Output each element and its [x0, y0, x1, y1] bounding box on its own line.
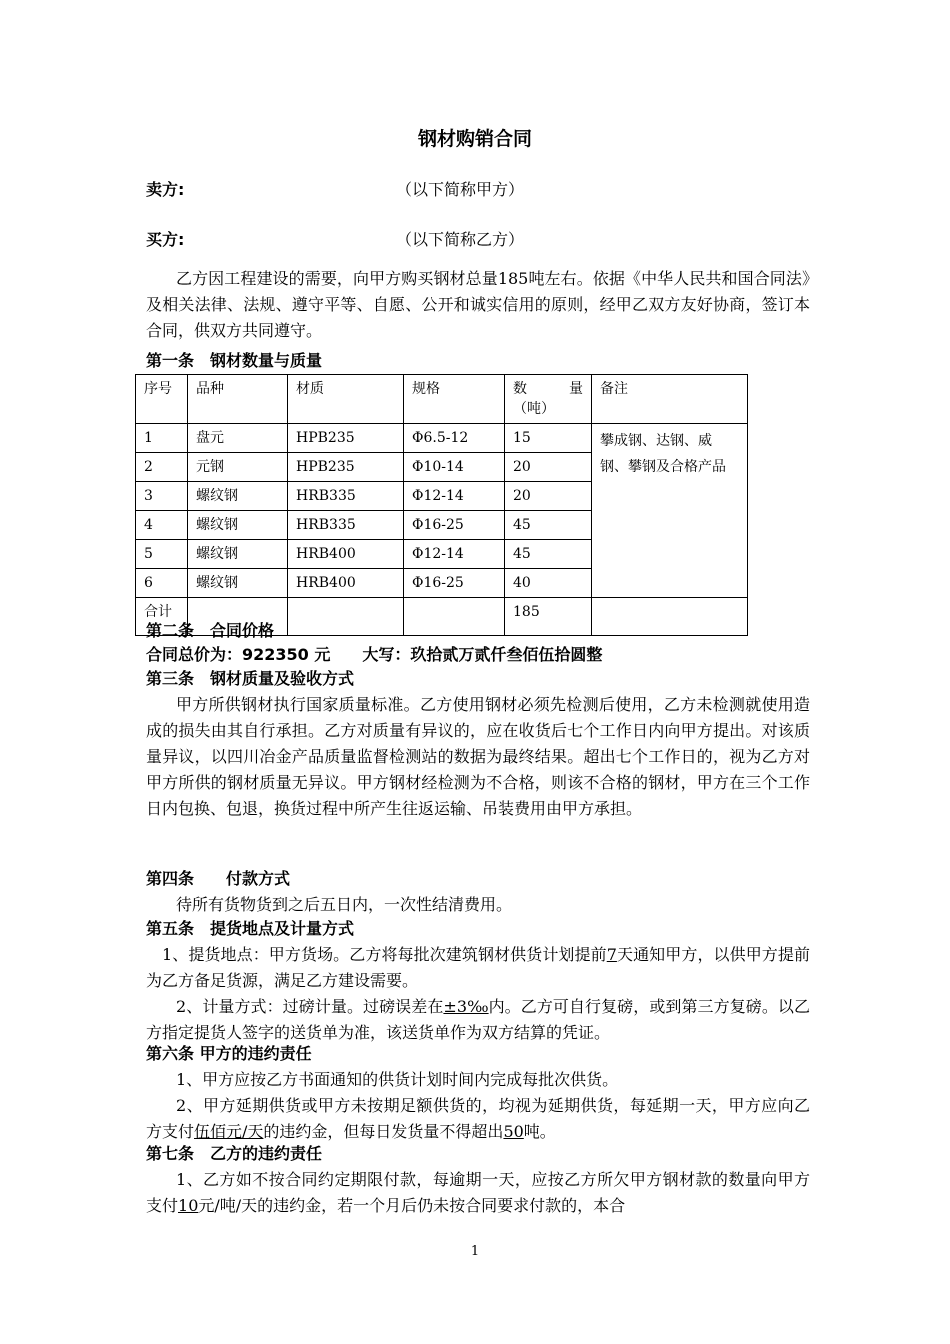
cell-index: 4	[136, 511, 188, 540]
clause-text: 吨。	[523, 1122, 556, 1141]
contract-price-line: 合同总价为：922350 元 大写：玖拾贰万贰仟叁佰伍拾圆整	[146, 645, 603, 664]
cell-variety: 盘元	[188, 424, 288, 453]
article-7-clause-1	[146, 1167, 810, 1219]
clause-text: 天通知甲方，以供甲方提前为乙方备足货源，满足乙方建设需要。	[146, 945, 810, 990]
clause-text: 2、计量方式：过磅计量。过磅误差在	[176, 997, 444, 1016]
header-quantity-a: 数	[513, 381, 527, 397]
article-5-clause-1	[146, 942, 810, 994]
cell-quantity: 15	[505, 424, 592, 453]
cell-quantity: 20	[505, 453, 592, 482]
cell-quantity: 40	[505, 569, 592, 598]
cell-variety: 元钢	[188, 453, 288, 482]
seller-note: （以下简称甲方）	[396, 180, 525, 199]
cell-material: HPB235	[288, 453, 404, 482]
article-3-heading: 第三条 钢材质量及验收方式	[146, 669, 355, 688]
article-2-heading: 第二条 合同价格	[146, 621, 275, 640]
clause-text: 元/吨/天的违约金，若一个月后仍未按合同要求付款的，本合	[198, 1196, 626, 1215]
page-number: 1	[470, 1244, 480, 1259]
clause-text: 的违约金，但每日发货量不得超出	[263, 1122, 504, 1141]
daily-limit: 50	[503, 1122, 524, 1141]
cell-material: HPB235	[288, 424, 404, 453]
article-4-text: 待所有货物货到之后五日内，一次性结清费用。	[176, 895, 513, 914]
cell-variety: 螺纹钢	[188, 540, 288, 569]
notice-days: 7	[606, 945, 617, 964]
buyer-note: （以下简称乙方）	[396, 230, 525, 249]
cell-spec: Φ12-14	[404, 482, 505, 511]
clause-text: 1、乙方如不按合同约定期限付款，每逾期一天，应按乙方所欠甲方钢材款的数量向甲方支付	[146, 1170, 810, 1215]
weighing-tolerance: ±3‰	[443, 997, 489, 1016]
clause-text: 内。乙方可自行复磅，或到第三方复磅。以乙方指定提货人签字的送货单为准，该送货单作为双方结算的凭证。	[146, 997, 810, 1042]
late-fee-rate: 10	[178, 1196, 199, 1215]
header-quantity	[505, 375, 592, 424]
header-quantity-unit: （吨）	[513, 401, 555, 417]
cell-index: 5	[136, 540, 188, 569]
page-title: 钢材购销合同	[417, 128, 532, 150]
cell-material: HRB400	[288, 540, 404, 569]
cell-index: 2	[136, 453, 188, 482]
article-6-heading: 第六条 甲方的违约责任	[146, 1044, 312, 1063]
seller-label: 卖方:	[146, 180, 185, 199]
article-3-text: 甲方所供钢材执行国家质量标准。乙方使用钢材必须先检测后使用，乙方未检测就使用造成的损失由其自行承担。乙方对质量有异议的，应在收货后七个工作日内向甲方提出。对该质量异议，以四川冶金产品质量监督检测站的数据为最终结果。超出七个工作日的，视为乙方对甲方所供的钢材质量无异议。甲方钢材经检测为不合格，则该不合格的钢材，甲方在三个工作日内包换、包退，换货过程中所产生往返运输、吊装费用由甲方承担。	[146, 695, 810, 818]
header-material: 材质	[288, 375, 404, 424]
article-6-clause-2	[146, 1093, 810, 1145]
total-empty	[288, 598, 404, 636]
penalty-amount: 伍佰元/天	[194, 1122, 264, 1141]
article-5-heading: 第五条 提货地点及计量方式	[146, 919, 355, 938]
clause-text: 2、甲方延期供货或甲方未按期足额供货的，均视为延期供货，每延期一天，甲方应向乙方支付	[146, 1096, 810, 1141]
header-index: 序号	[136, 375, 188, 424]
cell-variety: 螺纹钢	[188, 511, 288, 540]
cell-spec: Φ10-14	[404, 453, 505, 482]
cell-index: 1	[136, 424, 188, 453]
total-label: 合计	[136, 598, 188, 636]
article-6-clause-1: 1、甲方应按乙方书面通知的供货计划时间内完成每批次供货。	[176, 1070, 619, 1089]
cell-spec: Φ16-25	[404, 569, 505, 598]
cell-quantity: 45	[505, 511, 592, 540]
header-quantity-b: 量	[569, 381, 583, 397]
header-variety: 品种	[188, 375, 288, 424]
cell-remark: 攀成钢、达钢、威钢、攀钢及合格产品	[592, 424, 748, 598]
header-remark: 备注	[592, 375, 748, 424]
cell-spec: Φ6.5-12	[404, 424, 505, 453]
article-5-clause-2	[146, 994, 810, 1046]
cell-spec: Φ16-25	[404, 511, 505, 540]
cell-index: 3	[136, 482, 188, 511]
article-4-heading: 第四条 付款方式	[146, 869, 291, 888]
total-empty	[592, 598, 748, 636]
cell-material: HRB335	[288, 511, 404, 540]
total-value: 185	[505, 598, 592, 636]
article-7-heading: 第七条 乙方的违约责任	[146, 1144, 323, 1163]
table-header-row	[136, 375, 748, 424]
table-row	[136, 424, 748, 453]
clause-text: 1、提货地点：甲方货场。乙方将每批次建筑钢材供货计划提前	[162, 945, 607, 964]
cell-variety: 螺纹钢	[188, 569, 288, 598]
cell-quantity: 20	[505, 482, 592, 511]
total-empty	[404, 598, 505, 636]
article-1-heading: 第一条 钢材数量与质量	[146, 351, 323, 370]
cell-material: HRB400	[288, 569, 404, 598]
cell-quantity: 45	[505, 540, 592, 569]
cell-material: HRB335	[288, 482, 404, 511]
cell-variety: 螺纹钢	[188, 482, 288, 511]
steel-spec-table	[135, 374, 748, 636]
cell-index: 6	[136, 569, 188, 598]
buyer-label: 买方:	[146, 230, 185, 249]
header-spec: 规格	[404, 375, 505, 424]
intro-paragraph: 乙方因工程建设的需要，向甲方购买钢材总量185吨左右。依据《中华人民共和国合同法》及相关法律、法规、遵守平等、自愿、公开和诚实信用的原则，经甲乙双方友好协商，签订本合同，供双方共同遵守。	[146, 269, 810, 340]
cell-spec: Φ12-14	[404, 540, 505, 569]
